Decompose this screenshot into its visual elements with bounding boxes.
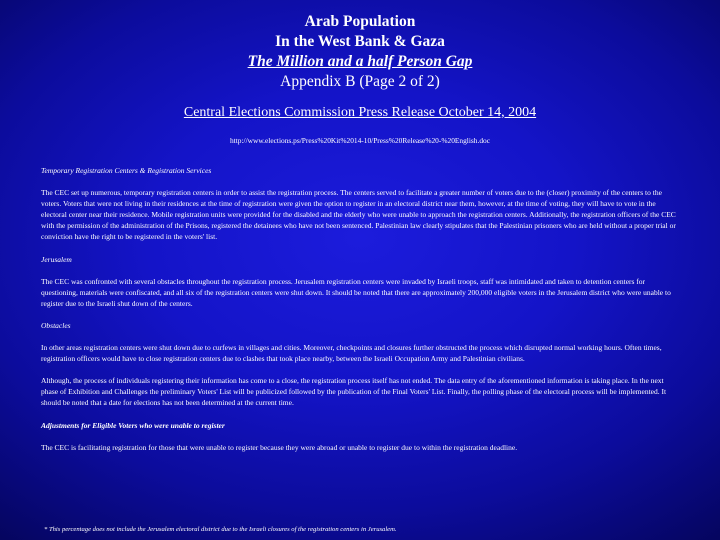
press-release-link[interactable]: Central Elections Commission Press Release October 14, 2004 [183, 105, 537, 120]
spacer [41, 243, 681, 254]
title-block [0, 12, 720, 92]
title-line-3: The Million and a half Person Gap [247, 53, 473, 70]
spacer [41, 309, 681, 320]
footnote: * This percentage does not include the Jerusalem electoral district due to the Israeli closures of the registration centers in Jerusalem. [44, 526, 397, 533]
title-line-2: In the West Bank & Gaza [275, 33, 445, 50]
spacer [41, 431, 681, 442]
adjustments-heading: Adjustments for Eligible Voters who were unable to register [41, 420, 225, 430]
spacer [41, 409, 681, 420]
title-line-1: Arab Population [304, 13, 416, 30]
spacer [41, 364, 681, 375]
obstacles-heading: Obstacles [41, 320, 71, 330]
obstacles-paragraph-2: Although, the process of individuals registering their information has come to a close, the registration process itself has not ended. The data entry of the aforementioned information is taking place. In the next phase of Exhibition and Challenges the preliminary Voters' List will be publicized followed by the publication of the Final Voters' List. Finally, the polling phase of the electoral process will be implemented. It should be noted that a date for elections has not been determined at the current time. [41, 376, 667, 408]
source-url[interactable]: http://www.elections.ps/Press%20Kit%2014-10/Press%20Release%20-%20English.doc [229, 136, 490, 145]
appendix-label: Appendix B (Page 2 of 2) [280, 73, 440, 90]
jerusalem-paragraph: The CEC was confronted with several obstacles throughout the registration process. Jerusalem registration centers were invaded by Israeli troops, staff was intimidated and taken to detention centers for questioning, materials were confiscated, and all six of the registration centers were shut down. It should be noted that there are approximately 200,000 eligible voters in the Jerusalem district who were unable to register due to the Israeli shut down of the centers. [41, 276, 671, 308]
spacer [41, 331, 681, 342]
obstacles-paragraph-1: In other areas registration centers were shut down due to curfews in villages and cities. Moreover, checkpoints and closures further obstructed the process which disrupted normal working hours. Often times, registration officers would have to close registration centers due to clashes that took place nearby, between the Israeli Occupation Army and Palestinian civilians. [41, 343, 662, 364]
jerusalem-heading: Jerusalem [41, 254, 72, 264]
content-body [41, 165, 681, 453]
spacer [41, 265, 681, 276]
temporary-centers-heading: Temporary Registration Centers & Registration Services [41, 166, 212, 175]
spacer [41, 176, 681, 187]
temporary-centers-paragraph: The CEC set up numerous, temporary registration centers in order to assist the registration process. The centers served to facilitate a greater number of voters due to the (closer) proximity of the centers to the voters. Voters that were not living in their residences at the time of registration were given the option to register in an electoral district near them, however, at the time of voting, they will have to vote in the electoral center near their residence. Mobile registration units were provided for the disabled and the elderly who were unable to approach the registration centers. Additionally, the registration officers of the CEC with the permission of the administration of the Prisons, registered the detainees who have not been sentenced. Palestinian law clearly stipulates that the Palestinian prisoners who are held without a proper trial or conviction have the right to be registered in the voters' list. [41, 188, 676, 242]
adjustments-paragraph: The CEC is facilitating registration for those that were unable to register because they were abroad or unable to register due to within the registration deadline. [41, 442, 518, 452]
